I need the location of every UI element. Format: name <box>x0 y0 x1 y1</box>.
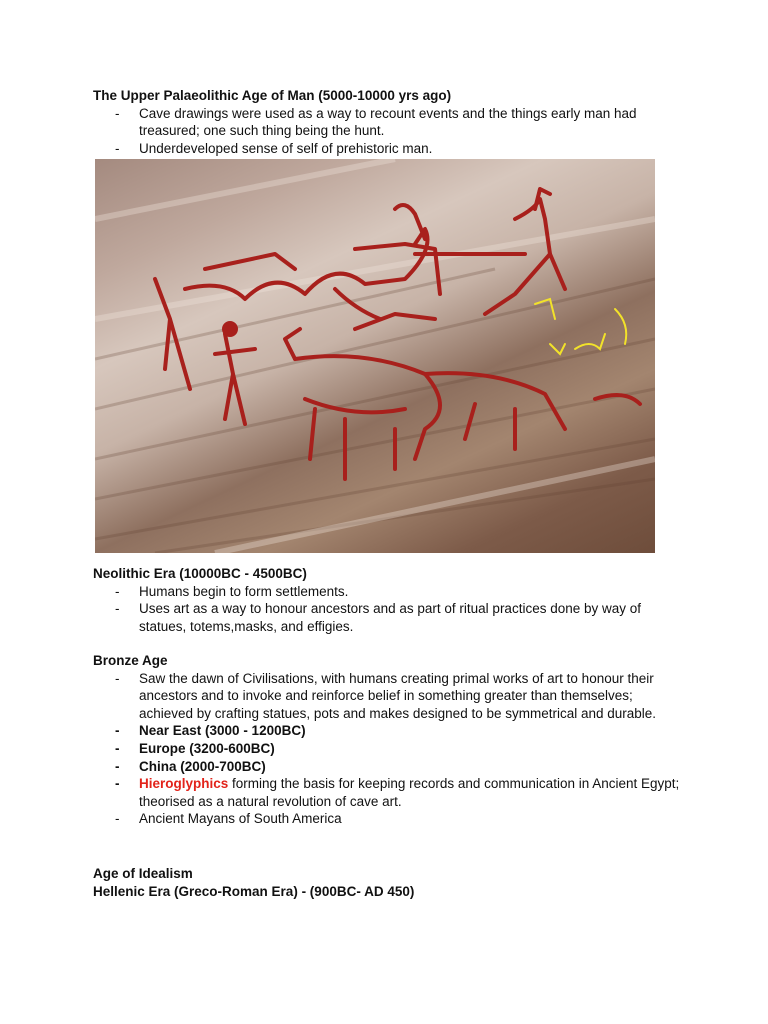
section-bronze-age <box>93 652 683 828</box>
section-neolithic <box>93 565 683 635</box>
list-item: - Underdeveloped sense of self of prehistoric man. <box>115 140 433 156</box>
list-item: - Hieroglyphics forming the basis for keeping records and communication in Ancient Egypt; theorised as a natural revolution of cave art. <box>115 776 680 809</box>
heading-hellenic-era: Hellenic Era (Greco-Roman Era) - (900BC- AD 450) <box>93 883 415 899</box>
list-item: - China (2000-700BC) <box>115 758 266 774</box>
heading-bronze-age: Bronze Age <box>93 653 168 668</box>
list-item: - Cave drawings were used as a way to recount events and the things early man had treasured; one such thing being the hunt. <box>115 105 637 139</box>
cave-painting-drawing <box>95 159 655 553</box>
heading-neolithic: Neolithic Era (10000BC - 4500BC) <box>93 566 307 581</box>
list-item: - Ancient Mayans of South America <box>115 811 342 827</box>
list-item: - Uses art as a way to honour ancestors and as part of ritual practices done by way of statues, totems,masks, and effigies. <box>115 601 642 634</box>
bronze-age-list <box>93 670 683 828</box>
list-item: - Near East (3000 - 1200BC) <box>115 723 306 739</box>
list-item: - Saw the dawn of Civilisations, with humans creating primal works of art to honour their ancestors and to invoke and reinforce belief in something greater than themselves; achieved by crafting statues, pots and makes designed to be symmetrical and durable. <box>115 670 657 721</box>
palaeolithic-list <box>93 105 683 158</box>
heading-palaeolithic: The Upper Palaeolithic Age of Man (5000-10000 yrs ago) <box>93 88 452 103</box>
highlight-hieroglyphics: Hieroglyphics <box>139 776 229 792</box>
section-palaeolithic <box>93 87 683 157</box>
section-idealism <box>93 865 683 900</box>
list-item: - Europe (3200-600BC) <box>115 740 275 756</box>
heading-age-of-idealism: Age of Idealism <box>93 866 193 881</box>
neolithic-list <box>93 583 683 636</box>
list-item: - Humans begin to form settlements. <box>115 583 349 599</box>
cave-painting-image <box>95 159 655 553</box>
